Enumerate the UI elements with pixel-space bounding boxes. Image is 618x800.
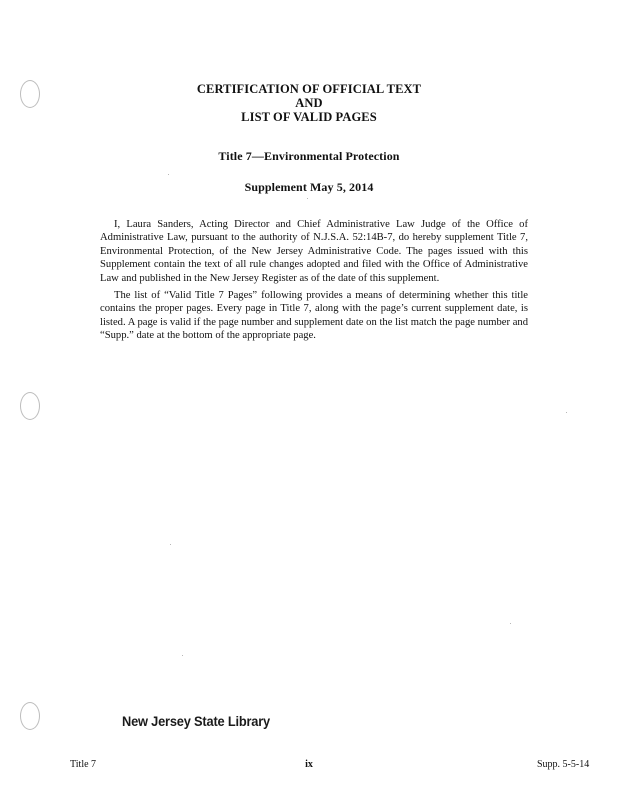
scan-speck xyxy=(168,174,169,175)
scan-speck xyxy=(510,623,511,624)
punch-hole-bottom xyxy=(20,702,40,730)
heading-and: AND xyxy=(295,96,323,110)
paragraph-valid-pages: The list of “Valid Title 7 Pages” following provides a means of determining whether this title contains the proper pages. Every page in Title 7, along with the page’s current supplement date, is listed. A page is valid if the page number and supplement date on the list match the page number and “Supp.” date at the bottom of the appropriate page. xyxy=(100,290,528,342)
punch-hole-middle xyxy=(20,392,40,420)
supplement-heading: Supplement May 5, 2014 xyxy=(244,180,374,194)
scan-speck xyxy=(182,655,183,656)
footer-title: Title 7 xyxy=(70,759,97,770)
scan-speck xyxy=(307,198,308,199)
footer-page-number: ix xyxy=(305,759,313,770)
title-heading: Title 7—Environmental Protection xyxy=(218,149,400,163)
heading-certification: CERTIFICATION OF OFFICIAL TEXT xyxy=(196,82,422,96)
library-stamp: New Jersey State Library xyxy=(122,714,271,729)
heading-list-of-pages: LIST OF VALID PAGES xyxy=(241,110,377,124)
scan-speck xyxy=(566,412,567,413)
footer-supplement-date: Supp. 5-5-14 xyxy=(537,759,590,770)
scan-speck xyxy=(170,544,171,545)
paragraph-certification: I, Laura Sanders, Acting Director and Chief Administrative Law Judge of the Office of Administrative Law, pursuant to the authority of N.J.S.A. 52:14B-7, do hereby supplement Title 7, Environmental Protection, of the New Jersey Administrative Code. The pages issued with this Supplement contain the text of all rule changes adopted and filed with the Office of Administrative Law and published in the New Jersey Register as of the date of this supplement. xyxy=(100,219,528,284)
